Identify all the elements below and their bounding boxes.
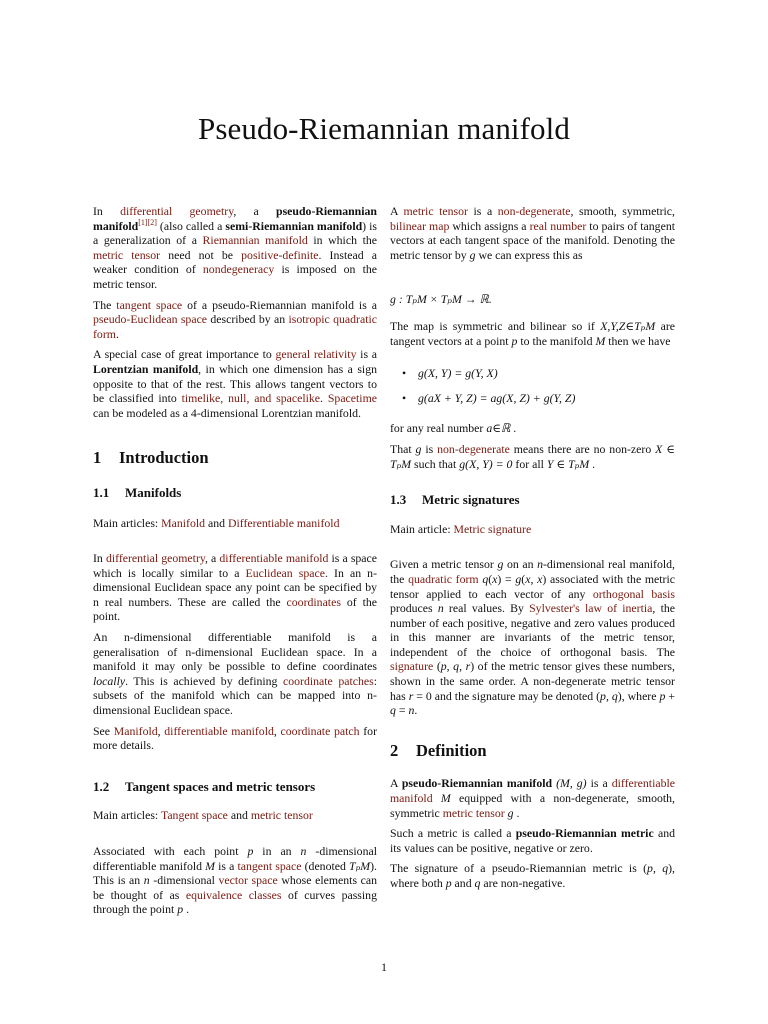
italic-text: n (437, 601, 444, 616)
wiki-link[interactable]: Metric signature (453, 521, 532, 536)
wiki-link[interactable]: nondegeneracy (202, 262, 275, 277)
math-expression: p (511, 333, 518, 348)
subsection-heading-manifolds (93, 486, 377, 501)
main-articles-manifolds: Main articles: Manifold and Differentiable manifold (93, 515, 340, 530)
intro-paragraph-3: A special case of great importance to general relativity is a Lorentzian manifold, in which one dimension has a sign opposite to that of the rest. This allows tangent vectors to be classified into timelike, null, and spacelike. Spacetime can be modeled as a 4-dimensional Lorentzian manifold. (93, 347, 377, 420)
main-articles-tangent: Main articles: Tangent space and metric tensor (93, 808, 313, 823)
wiki-link[interactable]: coordinate patch (280, 723, 360, 738)
wiki-link[interactable]: Sylvester's law of inertia (529, 601, 653, 616)
section-heading-introduction (93, 448, 377, 468)
wiki-link[interactable]: Riemannian manifold (202, 233, 308, 248)
manifolds-paragraph-1: In differential geometry, a differentiable manifold is a space which is locally similar to a Euclidean space. In an n-dimensional Euclidean space any point can be specified by n real numbers. These are called the coordinates of the point. (93, 551, 378, 624)
math-expression: Y ∈ TₚM (546, 456, 590, 471)
italic-text: n (408, 703, 415, 718)
definition-paragraph-3: The signature of a pseudo-Riemannian metric is (p, q), where both p and q are non-negative. (390, 861, 675, 890)
wiki-link[interactable]: metric tensor (403, 204, 468, 218)
wiki-link[interactable]: metric tensor (93, 247, 161, 262)
wiki-link[interactable]: Spacetime (327, 391, 377, 406)
definition-paragraph-2: Such a metric is called a pseudo-Riemannian metric and its values can be positive, negative or zero. (390, 826, 675, 855)
math-expression: g (507, 805, 514, 820)
wiki-link[interactable]: vector space (218, 873, 278, 888)
italic-text: r (408, 688, 414, 703)
italic-text: p (659, 688, 666, 703)
math-expression: a∈ℝ (486, 421, 511, 436)
subsection-number: 1.3 (390, 492, 407, 508)
section-title: Introduction (119, 448, 209, 468)
intro-paragraph-2: The tangent space of a pseudo-Riemannian manifold is a pseudo-Euclidean space described by an isotropic quadratic form. (93, 297, 377, 341)
math-expression: M (205, 858, 215, 873)
italic-text: p (445, 876, 452, 890)
wiki-link[interactable]: differential geometry (105, 551, 206, 566)
manifolds-paragraph-2: An n-dimensional differentiable manifold is a generalisation of n-dimensional Euclidean space. In a manifold it may only be possible to define coordinates locally. This is achieved by defining coordinate patches: subsets of the manifold which can be mapped into n-dimensional Euclidean space. (93, 630, 377, 718)
list-item: • g(X, Y) = g(Y, X) (418, 366, 675, 381)
metric-formula: g : TₚM × TₚM → ℝ. (390, 292, 492, 307)
wiki-link[interactable]: signature (390, 659, 434, 674)
wiki-link[interactable]: isotropic quadratic form (93, 312, 377, 341)
wiki-link[interactable]: general relativity (275, 347, 357, 362)
italic-text: q (474, 876, 481, 890)
bold-term: pseudo-Riemannian manifold (93, 204, 377, 233)
citation (138, 218, 157, 227)
italic-text: q (390, 703, 396, 718)
wiki-link[interactable]: tangent space (116, 297, 183, 312)
wiki-link[interactable]: differentiable manifold (390, 776, 676, 806)
math-expression: M (595, 333, 606, 348)
italic-text: q (482, 571, 489, 586)
tangent-paragraph-5: That g is non-degenerate means there are no non-zero X ∈ TₚM such that g(X, Y) = 0 for all Y ∈ TₚM . (390, 441, 675, 471)
bold-term: pseudo-Riemannian metric (515, 826, 654, 841)
italic-text: p (440, 659, 447, 674)
wiki-link[interactable]: equivalence classes (185, 887, 282, 902)
math-expression: M (440, 791, 451, 806)
italic-text: x (537, 571, 543, 586)
math-expression: n (300, 844, 307, 858)
wiki-link[interactable]: Tangent space (160, 808, 228, 823)
section-number: 2 (390, 740, 399, 760)
italic-text: x (525, 571, 531, 586)
wiki-link[interactable]: coordinates (286, 594, 341, 609)
wiki-link[interactable]: metric tensor (442, 805, 505, 820)
subsection-title: Manifolds (125, 484, 182, 500)
wiki-link[interactable]: Euclidean space (245, 565, 325, 580)
italic-text: n (537, 557, 543, 572)
subsection-heading-tangent-spaces (93, 780, 377, 795)
italic-text: q (611, 688, 618, 703)
main-article-signature: Main article: Metric signature (390, 521, 532, 536)
right-column (390, 204, 675, 897)
math-expression: X,Y,Z∈TₚM (600, 318, 656, 333)
math-expression: p (247, 844, 254, 858)
wiki-link[interactable]: real number (529, 218, 587, 233)
manifolds-paragraph-3: See Manifold, differentiable manifold, coordinate patch for more details. (93, 723, 378, 753)
math-expression: n (143, 873, 150, 888)
wiki-link[interactable]: quadratic form (408, 571, 479, 586)
wiki-link[interactable]: differentiable manifold (164, 723, 274, 738)
wiki-link[interactable]: pseudo-Euclidean space (93, 312, 208, 327)
intro-paragraph-1: In differential geometry, a pseudo-Riemannian manifold[1][2] (also called a semi-Riemannian manifold) is a generalization of a Riemannian manifold in which the metric tensor need not be positive-definite. Instead a weaker condition of nondegeneracy is imposed on the metric tensor. (93, 204, 377, 291)
subsection-number: 1.1 (93, 484, 110, 500)
italic-text: r (465, 659, 471, 674)
bold-term: Lorentzian manifold (93, 361, 199, 376)
math-expression: g (415, 441, 422, 456)
list-item: • g(aX + Y, Z) = ag(X, Z) + g(Y, Z) (418, 391, 675, 406)
page-number: 1 (381, 960, 387, 974)
italic-text: q (453, 659, 460, 674)
wiki-link[interactable]: tangent space (237, 858, 302, 873)
wiki-link[interactable]: coordinate patches (283, 673, 374, 688)
wiki-link[interactable]: differentiable manifold (219, 551, 329, 566)
math-expression: X ∈ TₚM (390, 441, 675, 471)
wiki-link[interactable]: non-degenerate (437, 441, 510, 456)
subsection-heading-metric-signatures (390, 493, 675, 508)
math-expression: TₚM (349, 858, 371, 873)
tangent-paragraph-3: The map is symmetric and bilinear so if X,Y,Z∈TₚM are tangent vectors at a point p to the manifold M then we have (390, 318, 675, 348)
tangent-paragraph-1: Associated with each point p in an n -dimensional differentiable manifold M is a tangent space (denoted TₚM). This is an n -dimensional vector space whose elements can be thought of as equivalence classes of curves passing through the point p . (93, 844, 378, 917)
wiki-link[interactable]: Manifold (161, 515, 206, 530)
italic-text: q (662, 861, 669, 876)
wiki-link[interactable]: orthogonal basis (592, 586, 675, 601)
wiki-link[interactable]: differential geometry (120, 204, 234, 218)
math-expression: g (469, 247, 476, 262)
math-expression: g(X, Y) = 0 (459, 456, 513, 471)
subsection-title: Tangent spaces and metric tensors (125, 778, 316, 794)
section-title: Definition (416, 740, 487, 760)
subsection-number: 1.2 (93, 778, 110, 794)
page-title: Pseudo-Riemannian manifold (198, 111, 570, 146)
property-list (390, 366, 675, 405)
wiki-link[interactable]: metric tensor (250, 808, 313, 823)
italic-text: g (497, 557, 504, 572)
math-expression: (M, g) (556, 776, 587, 791)
italic-text: x (492, 571, 498, 586)
bold-term: semi-Riemannian manifold (225, 218, 363, 233)
tangent-paragraph-2: A metric tensor is a non-degenerate, smooth, symmetric, bilinear map which assigns a real number to pairs of tangent vectors at each tangent space of the manifold. Denoting the metric tensor by g we can express this as (390, 204, 675, 262)
italic-text: p (647, 861, 653, 876)
wiki-link[interactable]: bilinear map (390, 218, 450, 233)
math-expression: p (177, 902, 184, 917)
left-column (93, 204, 377, 923)
bold-term: pseudo-Riemannian manifold (401, 776, 553, 791)
italic-text: g (515, 571, 522, 586)
tangent-paragraph-4: for any real number a∈ℝ . (390, 421, 517, 436)
signature-paragraph-1: Given a metric tensor g on an n-dimensional real manifold, the quadratic form q(x) = g(x, x) associated with the metric tensor applied to each vector of any orthogonal basis produces n real values. By Sylvester's law of inertia, the number of each positive, negative and zero values produced in this manner are invariants of the metric tensor, independent of the choice of orthogonal basis. The signature (p, q, r) of the metric tensor gives these numbers, shown in the same order. A non-degenerate metric tensor has r = 0 and the signature may be denoted (p, q), where p + q = n. (390, 557, 675, 718)
section-heading-definition (390, 740, 675, 760)
definition-paragraph-1: A pseudo-Riemannian manifold (M, g) is a differentiable manifold M equipped with a non-degenerate, smooth, symmetric metric tensor g . (390, 776, 676, 820)
subsection-title: Metric signatures (422, 492, 520, 508)
citation-link[interactable]: [1][2] (138, 217, 157, 227)
wiki-link[interactable]: timelike, null, and spacelike (181, 391, 321, 406)
italic-text: p (600, 688, 606, 703)
wiki-link[interactable]: Differentiable manifold (227, 515, 340, 530)
wiki-link[interactable]: non-degenerate (497, 204, 571, 218)
wiki-link[interactable]: Manifold (113, 723, 158, 738)
section-number: 1 (93, 448, 102, 468)
italic-text: locally (93, 673, 126, 688)
wiki-link[interactable]: positive-definite (241, 247, 319, 262)
